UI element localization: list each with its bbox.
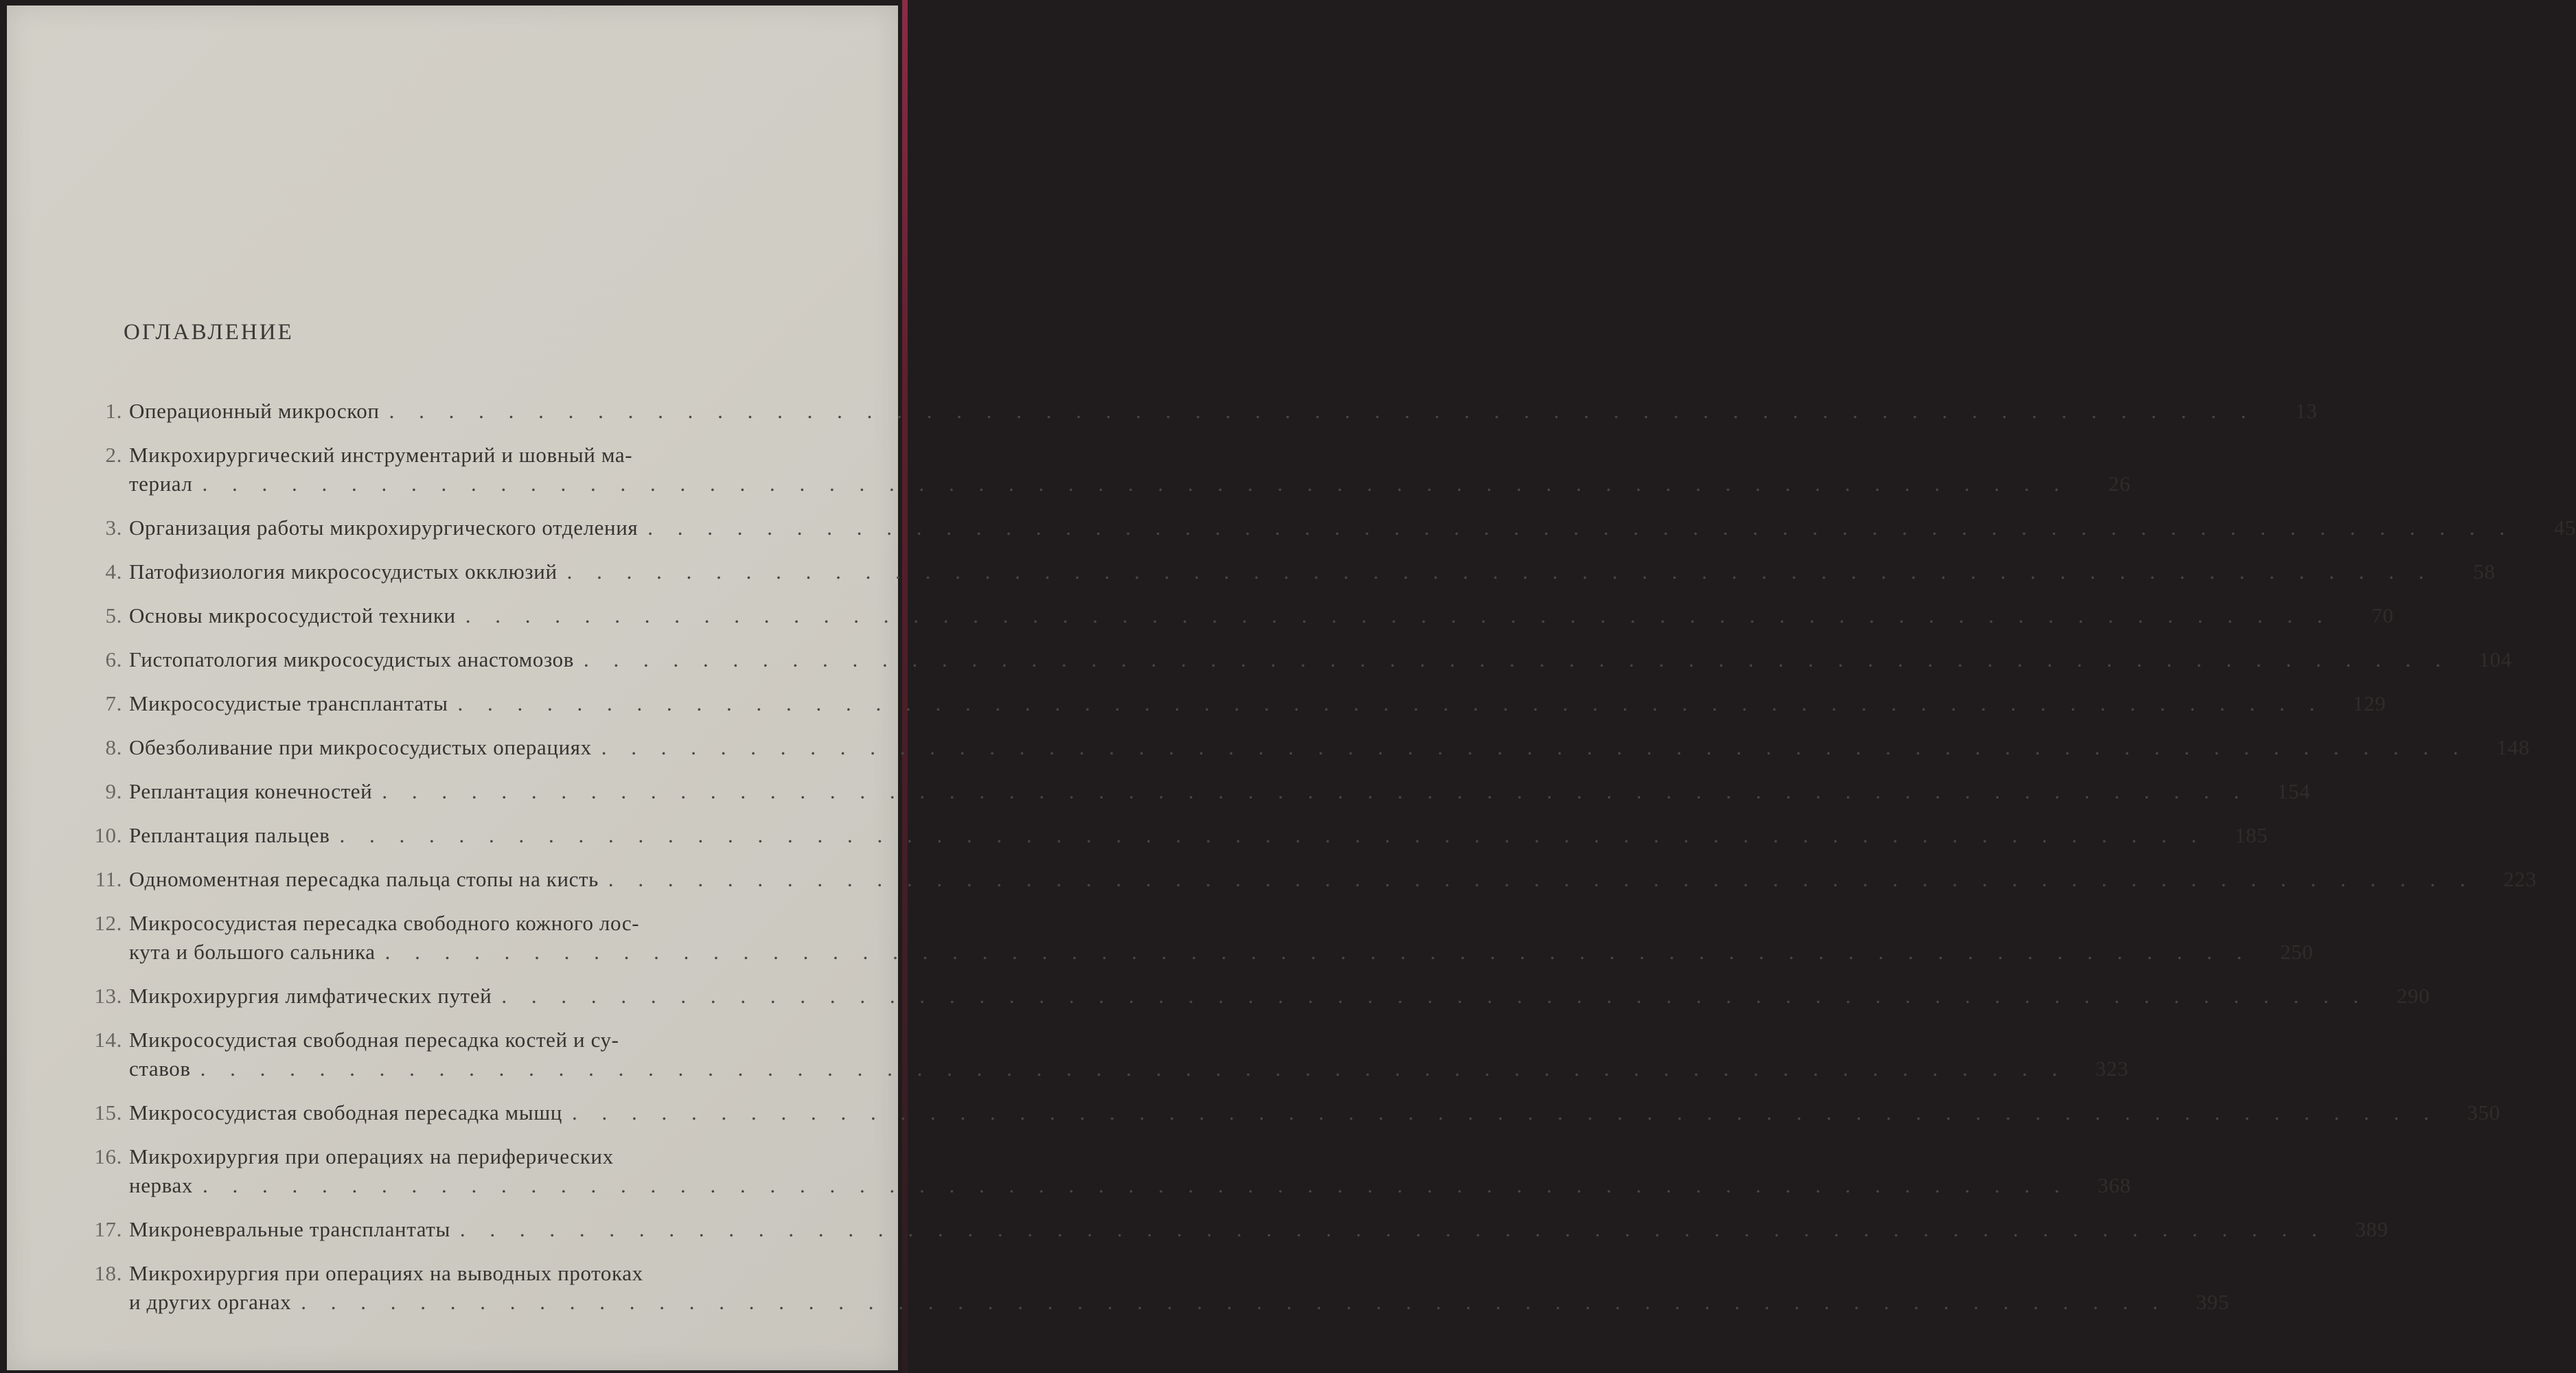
chapter-number: 14.	[94, 1028, 122, 1052]
page-number: 395	[2196, 1290, 2229, 1314]
dot-leader	[492, 982, 2368, 1011]
page-title: ОГЛАВЛЕНИЕ	[124, 320, 294, 345]
dot-leader	[557, 557, 2434, 586]
page-number: 223	[2503, 867, 2537, 891]
chapter-title-continued: териал	[129, 472, 193, 496]
page-number: 104	[2479, 647, 2512, 671]
chapter-title-continued: кута и большого сальника	[129, 940, 376, 964]
dot-leader	[376, 938, 2252, 967]
toc-entry-4	[76, 557, 2496, 586]
chapter-number: 17.	[94, 1217, 122, 1241]
dot-leader	[638, 514, 2514, 542]
dot-leader	[372, 777, 2249, 806]
chapter-number: 8.	[105, 735, 122, 759]
chapter-title: Реплантация пальцев	[129, 823, 330, 847]
toc-entry-1	[76, 397, 2318, 426]
chapter-title: Основы микрососудистой техники	[129, 603, 456, 627]
dot-leader	[599, 865, 2475, 894]
chapter-title: Микрохирургический инструментарий и шовный ма-	[129, 443, 633, 467]
chapter-title: Операционный микроскоп	[129, 399, 380, 423]
page-number: 70	[2371, 603, 2394, 627]
chapter-number: 5.	[105, 603, 122, 627]
chapter-number: 12.	[94, 911, 122, 935]
page-number: 148	[2496, 735, 2530, 759]
dot-leader	[456, 601, 2332, 630]
page-number: 58	[2473, 559, 2496, 584]
page-number: 389	[2355, 1217, 2389, 1241]
chapter-number: 18.	[94, 1261, 122, 1285]
chapter-number: 15.	[94, 1100, 122, 1124]
chapter-number: 6.	[105, 647, 122, 671]
toc-entry-14	[76, 1026, 2129, 1083]
toc-entry-18	[76, 1259, 2229, 1317]
page-number: 45	[2553, 516, 2576, 540]
chapter-number: 3.	[105, 516, 122, 540]
chapter-number: 16.	[94, 1144, 122, 1168]
toc-entry-7	[76, 689, 2387, 718]
dot-leader	[592, 733, 2468, 762]
dot-leader	[380, 397, 2256, 426]
chapter-title: Реплантация конечностей	[129, 779, 373, 803]
page-number: 250	[2280, 940, 2314, 964]
chapter-title: Одномоментная пересадка пальца стопы на кисть	[129, 867, 599, 891]
chapter-title: Микроневральные трансплантаты	[129, 1217, 450, 1241]
chapter-title: Микрохирургия при операциях на выводных протоках	[129, 1261, 643, 1285]
chapter-title: Организация работы микрохирургического отделения	[129, 516, 639, 540]
page-number: 368	[2097, 1173, 2131, 1197]
dot-leader	[193, 470, 2069, 498]
toc-entry-5	[76, 601, 2394, 630]
toc-entry-16	[76, 1142, 2131, 1200]
chapter-title: Гистопатология микрососудистых анастомозов	[129, 647, 574, 671]
chapter-title: Микрососудистые трансплантаты	[129, 691, 448, 715]
chapter-number: 10.	[94, 823, 122, 847]
dot-leader	[330, 821, 2207, 850]
page-number: 13	[2295, 399, 2318, 423]
page-number: 154	[2277, 779, 2311, 803]
chapter-number: 2.	[105, 443, 122, 467]
page-number: 26	[2108, 472, 2131, 496]
dot-leader	[450, 1215, 2327, 1244]
dot-leader	[191, 1054, 2067, 1083]
chapter-title: Микрососудистая свободная пересадка мышц	[129, 1100, 562, 1124]
chapter-title: Патофизиология микрососудистых окклюзий	[129, 559, 557, 584]
dot-leader	[448, 689, 2325, 718]
page-number: 185	[2234, 823, 2268, 847]
page-number: 350	[2467, 1100, 2500, 1124]
toc-entry-11	[76, 865, 2537, 894]
chapter-title: Микрохирургия при операциях на периферических	[129, 1144, 614, 1168]
chapter-number: 1.	[105, 399, 122, 423]
page-number: 129	[2352, 691, 2387, 715]
chapter-number: 9.	[105, 779, 122, 803]
toc-entry-8	[76, 733, 2530, 762]
chapter-title: Микрохирургия лимфатических путей	[129, 984, 492, 1008]
dot-leader	[193, 1171, 2069, 1200]
toc-entry-6	[76, 645, 2512, 674]
chapter-title-continued: ставов	[129, 1057, 191, 1081]
chapter-title-continued: нервах	[129, 1173, 193, 1197]
toc-entry-10	[76, 821, 2268, 850]
toc-entry-9	[76, 777, 2311, 806]
toc-entry-15	[76, 1098, 2500, 1127]
chapter-number: 4.	[105, 559, 122, 584]
chapter-number: 7.	[105, 691, 122, 715]
toc-entry-17	[76, 1215, 2389, 1244]
table-of-contents	[76, 397, 2576, 1332]
dot-leader	[574, 645, 2450, 674]
page-number: 290	[2396, 984, 2430, 1008]
chapter-title: Микрососудистая свободная пересадка костей и су-	[129, 1028, 619, 1052]
toc-entry-3	[76, 514, 2576, 542]
page-number: 323	[2095, 1057, 2129, 1081]
toc-entry-2	[76, 441, 2131, 498]
chapter-number: 11.	[95, 867, 122, 891]
dot-leader	[291, 1288, 2167, 1317]
chapter-title: Микрососудистая пересадка свободного кожного лос-	[129, 911, 640, 935]
toc-entry-13	[76, 982, 2430, 1011]
chapter-title: Обезболивание при микрососудистых операциях	[129, 735, 592, 759]
book-page	[7, 5, 2576, 1370]
adjacent-page-edge	[902, 0, 908, 1373]
chapter-title-continued: и других органах	[129, 1290, 292, 1314]
toc-entry-12	[76, 909, 2314, 967]
dot-leader	[562, 1098, 2439, 1127]
chapter-number: 13.	[94, 984, 122, 1008]
